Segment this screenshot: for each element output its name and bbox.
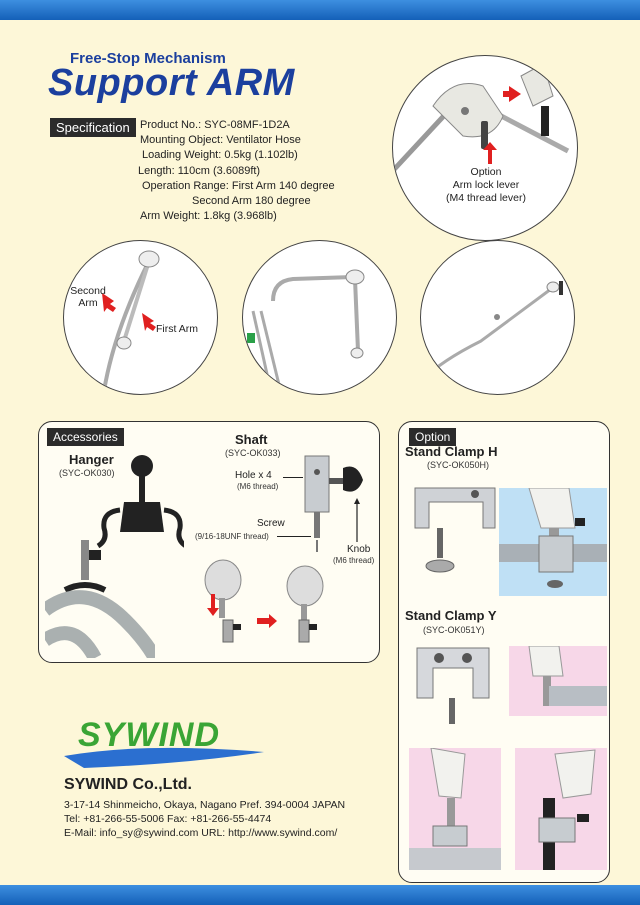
shaft-illustration [301, 452, 381, 552]
thread-lever-label: (M4 thread lever) [446, 192, 526, 204]
spec-arm-weight: Arm Weight: 1.8kg (3.968lb) [140, 210, 277, 223]
spec-second-arm: Second Arm 180 degree [192, 195, 311, 208]
first-arm-label: First Arm [156, 323, 198, 335]
sywind-logo [64, 712, 284, 770]
clamp-y-photo-3 [515, 748, 607, 870]
arm-extended-circle [242, 240, 397, 395]
spec-product-no: Product No.: SYC-08MF-1D2A [140, 119, 290, 131]
company-address: 3-17-14 Shinmeicho, Okaya, Nagano Pref. 394-0004 JAPAN [64, 799, 346, 811]
screw-sub: (9/16-18UNF thread) [195, 532, 269, 541]
spec-operation-range: Operation Range: First Arm 140 degree [142, 179, 335, 192]
clamp-y-photo [409, 638, 499, 732]
clamp-y-code: (SYC-OK051Y) [423, 625, 485, 635]
clamp-y-mounted-photo [509, 646, 607, 716]
second-arm-label: Second Arm [70, 285, 106, 309]
shaft-title: Shaft [235, 432, 268, 447]
option-panel [398, 421, 610, 883]
clamp-h-photo [409, 478, 505, 578]
arm-stretched-circle [420, 240, 575, 395]
clamp-y-title: Stand Clamp Y [405, 608, 497, 623]
hanger-title: Hanger [69, 452, 114, 467]
arm-lock-lever-circle [392, 55, 578, 241]
bottom-color-bar [0, 885, 640, 905]
arm-range-circle [63, 240, 218, 395]
option-label: Option [470, 166, 502, 178]
clamp-h-code: (SYC-OK050H) [427, 460, 490, 470]
company-phone: Tel: +81-266-55-5006 Fax: +81-266-55-4474 [64, 813, 272, 825]
shaft-code: (SYC-OK033) [225, 448, 281, 458]
company-name: SYWIND Co.,Ltd. [64, 776, 192, 793]
clamp-h-mounted-photo [499, 488, 607, 596]
screw-label: Screw [257, 518, 285, 529]
option-tag: Option [409, 428, 456, 446]
spec-tag: Specification [50, 118, 136, 137]
top-color-bar [0, 0, 640, 20]
company-contact [64, 798, 345, 840]
spec-length: Length: 110cm (3.6089ft) [138, 164, 261, 177]
arm-range-illustration [64, 241, 218, 395]
hole-pointer-line [283, 477, 303, 478]
hanger-code: (SYC-OK030) [59, 468, 115, 478]
header-subtitle: Free-Stop Mechanism [70, 50, 226, 67]
clamp-y-photo-2 [409, 748, 501, 870]
arm-lock-lever-illustration [393, 56, 578, 241]
clamp-h-title: Stand Clamp H [405, 444, 498, 459]
arm-lock-lever-label: Arm lock lever [452, 179, 520, 191]
knob-sub: (M6 thread) [333, 556, 375, 565]
company-email: E-Mail: info_sy@sywind.com URL: http://www.sywind.com/ [64, 827, 338, 839]
accessories-tag: Accessories [47, 428, 124, 446]
accessories-panel [38, 421, 380, 663]
arm-stretched-illustration [421, 241, 575, 395]
shaft-assembly-illustration [199, 558, 379, 658]
logo-text: SYWIND [78, 716, 220, 754]
arm-lock-lever-caption [393, 166, 578, 205]
hanger-with-hose-photo [45, 540, 155, 658]
screw-pointer-line [277, 536, 311, 537]
spec-loading-weight: Loading Weight: 0.5kg (1.102lb) [142, 149, 298, 162]
hole-sub: (M6 thread) [237, 482, 279, 491]
arm-extended-illustration [243, 241, 397, 395]
page-title: Support ARM [48, 62, 295, 104]
knob-label: Knob [347, 544, 371, 555]
hole-label: Hole x 4 [235, 470, 272, 481]
spec-list [140, 118, 335, 224]
spec-mounting: Mounting Object: Ventilator Hose [140, 134, 301, 147]
